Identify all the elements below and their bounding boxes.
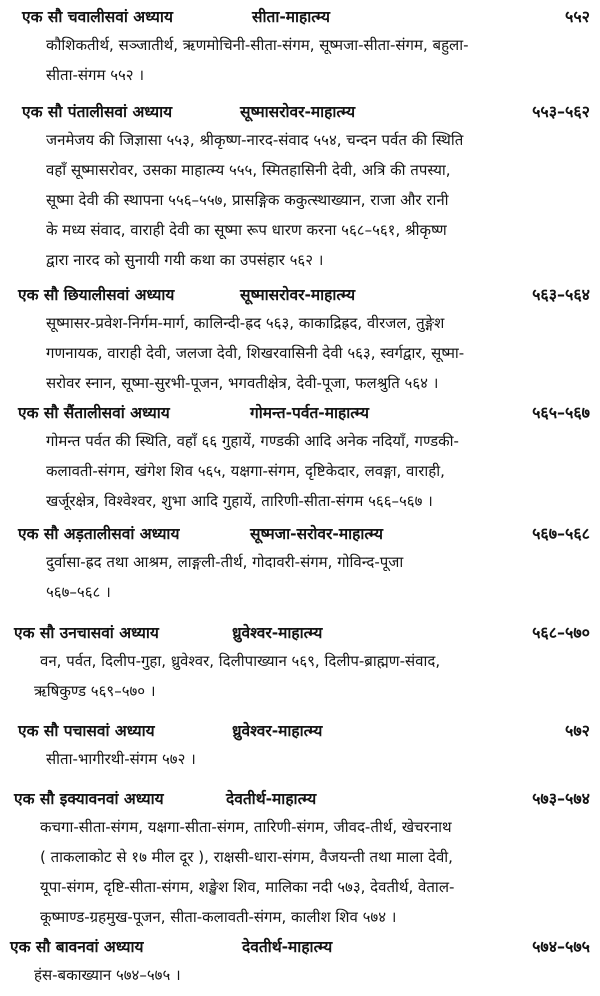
chapter-entry	[0, 786, 600, 932]
chapter-heading	[0, 282, 600, 308]
chapter-entry	[0, 99, 600, 275]
chapter-page-range: ५७३–५७४	[532, 789, 590, 808]
chapter-number: एक सौ सैंतालीसवां अध्याय	[18, 404, 170, 422]
chapter-heading	[0, 718, 600, 744]
chapter-entry	[0, 282, 600, 398]
topic-line: सूष्मा देवी की स्थापना ५५६–५५७, प्रासङ्गिक ककुत्स्थाख्यान, राजा और रानी	[46, 191, 449, 209]
chapter-number: एक सौ पचासवां अध्याय	[18, 722, 155, 740]
topic-line: सूष्मासर-प्रवेश-निर्गम-मार्ग, कालिन्दी-ह्रद ५६३, काकाद्रिह्रद, वीरजल, तुङ्गेश	[46, 314, 445, 332]
chapter-number: एक सौ अड़तालीसवां अध्याय	[18, 525, 180, 543]
chapter-topics	[0, 308, 600, 398]
chapter-page-range: ५७४–५७५	[532, 937, 590, 956]
chapter-title: देवतीर्थ-माहात्म्य	[242, 938, 333, 956]
chapter-title: सीता-माहात्म्य	[252, 8, 330, 26]
chapter-topics	[0, 125, 600, 275]
topic-line: ऋषिकुण्ड ५६९–५७० ।	[34, 682, 156, 700]
chapter-heading	[0, 786, 600, 812]
chapter-number: एक सौ बावनवां अध्याय	[10, 938, 144, 956]
topic-line: दुर्वासा-ह्रद तथा आश्रम, लाङ्गली-तीर्थ, गोदावरी-संगम, गोविन्द-पूजा	[46, 553, 404, 571]
topic-line: सीता-संगम ५५२ ।	[46, 66, 145, 84]
chapter-page-range: ५६३–५६४	[532, 285, 590, 304]
chapter-entry	[0, 521, 600, 607]
topic-line: द्वारा नारद को सुनायी गयी कथा का उपसंहार ५६२ ।	[46, 251, 324, 269]
topic-line: ( ताकलाकोट से १७ मील दूर ), राक्षसी-धारा-संगम, वैजयन्ती तथा माला देवी,	[40, 848, 453, 866]
chapter-entry	[0, 718, 600, 774]
topic-line: खर्जूरक्षेत्र, विश्वेश्वर, शुभा आदि गुहायें, तारिणी-सीता-संगम ५६६–५६७ ।	[46, 492, 433, 510]
chapter-heading	[0, 400, 600, 426]
chapter-entry	[0, 400, 600, 516]
chapter-title: सूष्मजा-सरोवर-माहात्म्य	[250, 525, 384, 543]
topic-line: कौशिकतीर्थ, सञ्जातीर्थ, ऋणमोचिनी-सीता-संगम, सूष्मजा-सीता-संगम, बहुला-	[46, 36, 469, 54]
chapter-page-range: ५६८–५७०	[532, 623, 590, 642]
chapter-heading	[0, 934, 600, 960]
chapter-number: एक सौ इक्यावनवां अध्याय	[14, 790, 164, 808]
chapter-title: गोमन्त-पर्वत-माहात्म्य	[250, 404, 369, 422]
chapter-page-range: ५५२	[565, 7, 590, 26]
topic-line: हंस-बकाख्यान ५७४–५७५ ।	[34, 966, 181, 984]
chapter-topics	[0, 744, 600, 774]
chapter-title: ध्रुवेश्वर-माहात्म्य	[232, 624, 323, 642]
topic-line: वहाँ सूष्मासरोवर, उसका माहात्म्य ५५५, स्मितहासिनी देवी, अत्रि की तपस्या,	[46, 161, 451, 179]
chapter-entry	[0, 620, 600, 706]
chapter-number: एक सौ चवालीसवां अध्याय	[22, 8, 173, 26]
chapter-number: एक सौ पंतालीसवां अध्याय	[22, 103, 173, 121]
chapter-topics	[0, 30, 600, 90]
chapter-heading	[0, 521, 600, 547]
chapter-title: सूष्मासरोवर-माहात्म्य	[240, 286, 356, 304]
chapter-title: देवतीर्थ-माहात्म्य	[226, 790, 317, 808]
chapter-entry	[0, 934, 600, 990]
chapter-title: ध्रुवेश्वर-माहात्म्य	[232, 722, 323, 740]
topic-line: गोमन्त पर्वत की स्थिति, वहाँ ६६ गुहायें, गण्डकी आदि अनेक नदियाँ, गण्डकी-	[46, 432, 459, 450]
chapter-number: एक सौ छियालीसवां अध्याय	[18, 286, 175, 304]
chapter-page-range: ५७२	[565, 721, 590, 740]
chapter-topics	[0, 960, 600, 990]
chapter-title: सूष्मासरोवर-माहात्म्य	[240, 103, 356, 121]
chapter-topics	[0, 547, 600, 607]
chapter-page-range: ५६७–५६८	[532, 524, 590, 543]
chapter-topics	[0, 426, 600, 516]
chapter-page-range: ५६५–५६७	[532, 403, 590, 422]
topic-line: कचगा-सीता-संगम, यक्षगा-सीता-संगम, तारिणी-संगम, जीवद-तीर्थ, खेचरनाथ	[40, 818, 452, 836]
chapter-number: एक सौ उनचासवां अध्याय	[14, 624, 159, 642]
chapter-heading	[0, 4, 600, 30]
topic-line: जनमेजय की जिज्ञासा ५५३, श्रीकृष्ण-नारद-संवाद ५५४, चन्दन पर्वत की स्थिति	[46, 131, 464, 149]
topic-line: के मध्य संवाद, वाराही देवी का सूष्मा रूप धारण करना ५६८–५६१, श्रीकृष्ण	[46, 221, 447, 239]
chapter-entry	[0, 4, 600, 90]
topic-line: गणनायक, वाराही देवी, जलजा देवी, शिखरवासिनी देवी ५६३, स्वर्गद्वार, सूष्मा-	[46, 344, 465, 362]
chapter-heading	[0, 99, 600, 125]
chapter-topics	[0, 812, 600, 932]
chapter-topics	[0, 646, 600, 706]
topic-line: वन, पर्वत, दिलीप-गुहा, ध्रुवेश्वर, दिलीपाख्यान ५६९, दिलीप-ब्राह्मण-संवाद,	[40, 652, 441, 670]
chapter-heading	[0, 620, 600, 646]
topic-line: सीता-भागीरथी-संगम ५७२ ।	[46, 750, 196, 768]
topic-line: कूष्माण्ड-ग्रहमुख-पूजन, सीता-कलावती-संगम, कालीश शिव ५७४ ।	[40, 908, 397, 926]
topic-line: कलावती-संगम, खंगेश शिव ५६५, यक्षगा-संगम, दृष्टिकेदार, लवङ्गा, वाराही,	[46, 462, 445, 480]
topic-line: सरोवर स्नान, सूष्मा-सुरभी-पूजन, भगवतीक्षेत्र, देवी-पूजा, फलश्रुति ५६४ ।	[46, 374, 439, 392]
topic-line: यूपा-संगम, दृष्टि-सीता-संगम, शङ्खेश शिव, मालिका नदी ५७३, देवतीर्थ, वेताल-	[40, 878, 455, 896]
chapter-page-range: ५५३–५६२	[532, 102, 590, 121]
topic-line: ५६७–५६८ ।	[46, 583, 111, 601]
